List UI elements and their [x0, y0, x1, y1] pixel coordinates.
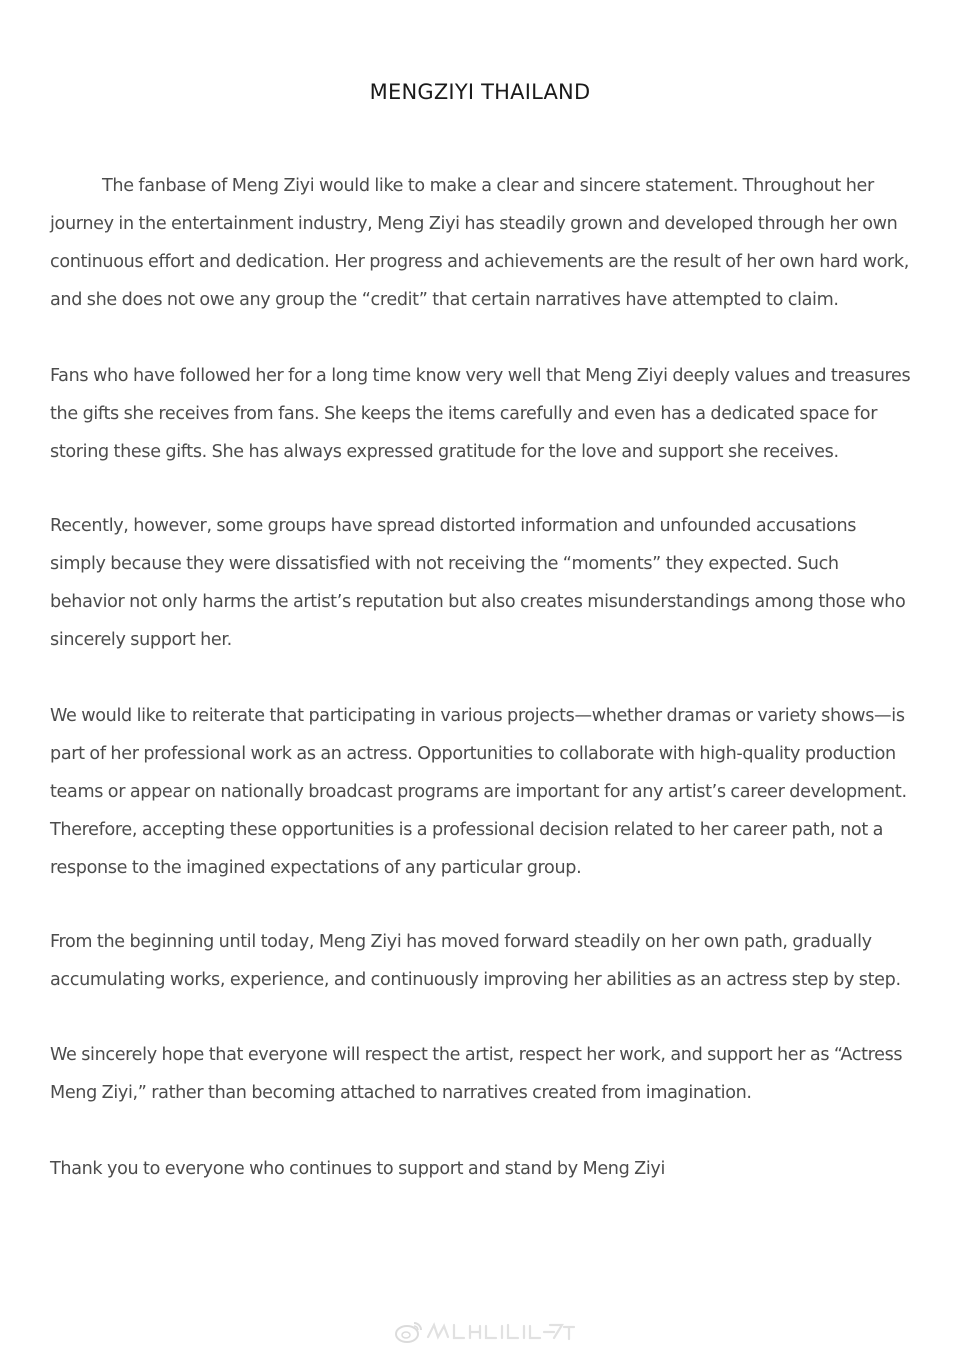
paragraph-respect: We sincerely hope that everyone will respect the artist, respect her work, and support her as “Actress Meng Ziyi,” rather than becoming attached to narratives created from imagination.: [50, 1045, 903, 1103]
paragraph-accusations: Recently, however, some groups have spread distorted information and unfounded accusations simply because they were dissatisfied with not receiving the “moments” they expected. Such behavior not only harms the artist’s reputation but also creates misunderstandings among those who sincerely support her.: [50, 516, 906, 650]
paragraph-gifts: Fans who have followed her for a long time know very well that Meng Ziyi deeply values and treasures the gifts she receives from fans. She keeps the items carefully and even has a dedicated space for storing these gifts. She has always expressed gratitude for the love and support she receives.: [50, 366, 911, 462]
watermark: [395, 1320, 576, 1344]
paragraph-projects: We would like to reiterate that participating in various projects—whether dramas or variety shows—is part of her professional work as an actress. Opportunities to collaborate with high-quality production teams or appear on nationally broadcast programs are important for any artist’s career development. Therefore, accepting these opportunities is a professional decision related to her career path, not a response to the imagined expectations of any particular group.: [50, 706, 907, 878]
paragraph-intro: The fanbase of Meng Ziyi would like to make a clear and sincere statement. Throughout her journey in the entertainment industry, Meng Ziyi has steadily grown and developed through her own continuous effort and dedication. Her progress and achievements are the result of her own hard work, and she does not owe any group the “credit” that certain narratives have attempted to claim.: [50, 176, 909, 310]
document-title: MENGZIYI THAILAND: [369, 80, 591, 104]
watermark-scribble: [426, 1321, 576, 1343]
weibo-logo-icon: [395, 1320, 423, 1344]
paragraph-thanks: Thank you to everyone who continues to support and stand by Meng Ziyi: [50, 1159, 666, 1179]
paragraph-path: From the beginning until today, Meng Ziyi has moved forward steadily on her own path, gradually accumulating works, experience, and continuously improving her abilities as an actress step by step.: [50, 932, 901, 990]
